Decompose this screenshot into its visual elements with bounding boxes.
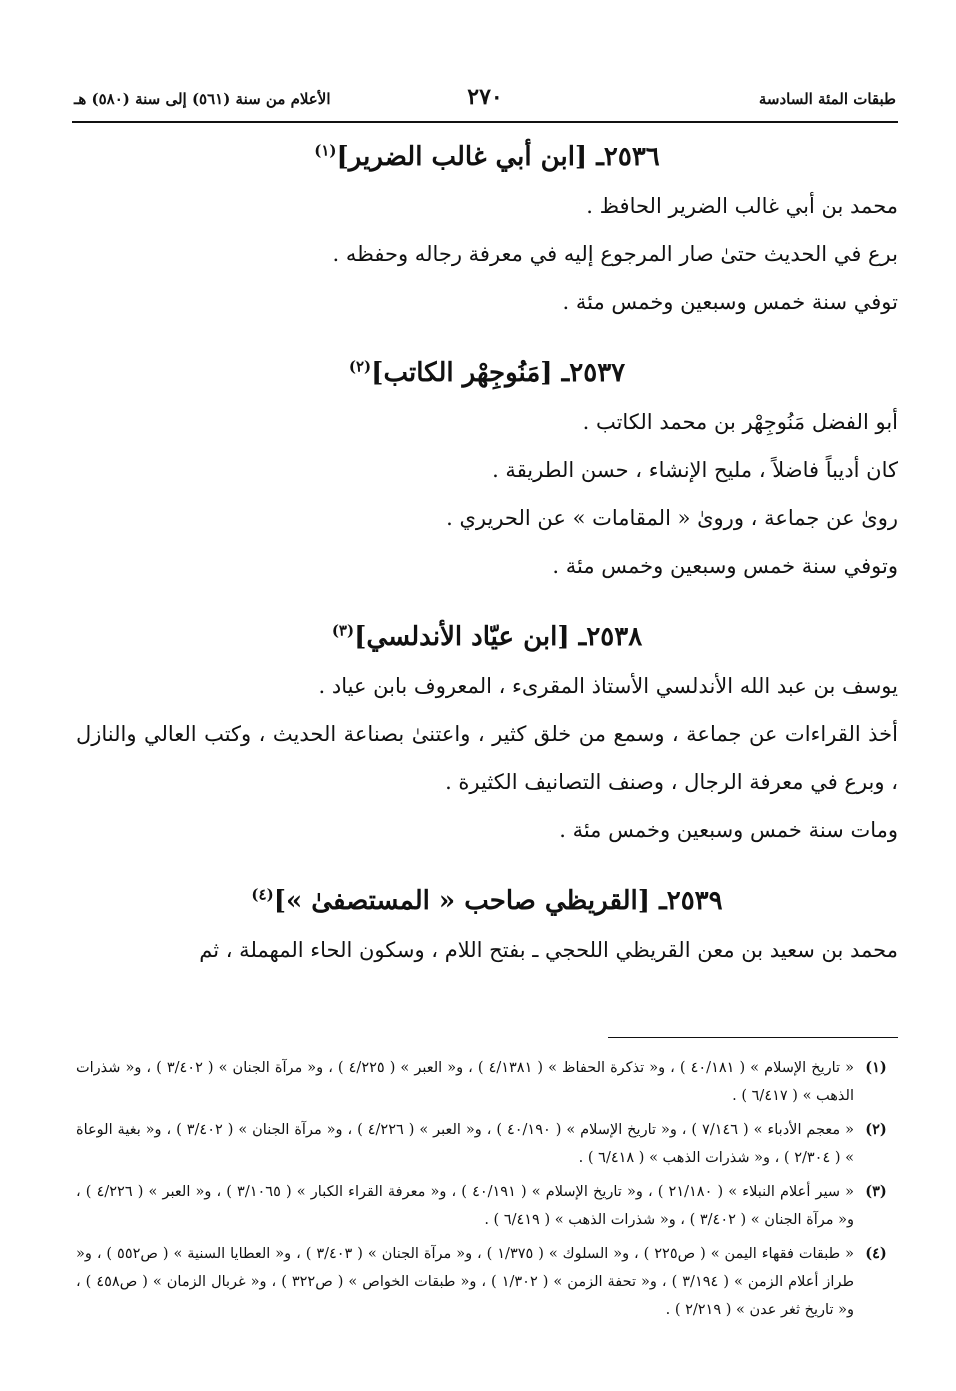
entry-title-text: ٢٥٣٩ـ [القريظي صاحب « المستصفىٰ »] (273, 886, 723, 916)
entry-title-text: ٢٥٣٧ـ [مَنُوجِهْر الكاتب] (371, 358, 626, 388)
footnote-item (76, 1178, 898, 1234)
entry-title (76, 876, 898, 926)
entry-title-text: ٢٥٣٦ـ [ابن أبي غالب الضرير] (336, 142, 660, 172)
footnote-number: (٤) (865, 1245, 887, 1262)
entry-paragraph: محمد بن سعيد بن معن القريظي اللحجي ـ بفتح اللام ، وسكون الحاء المهملة ، ثم (199, 938, 898, 962)
entry-paragraph: روىٰ عن جماعة ، وروىٰ « المقامات » عن الحريري . (446, 506, 898, 530)
entry-title (76, 612, 898, 662)
entry-paragraph: كان أديباً فاضلاً ، مليح الإنشاء ، حسن الطريقة . (492, 458, 898, 482)
header-period-title: الأعلام من سنة (٥٦١) إلى سنة (٥٨٠) هـ (74, 90, 331, 108)
footnote-item (76, 1116, 898, 1172)
footnote-item (76, 1240, 898, 1324)
running-header (72, 84, 898, 114)
footnote-ref[interactable]: (٤) (251, 885, 274, 904)
entry-2537 (76, 348, 898, 590)
footnote-ref[interactable]: (١) (314, 141, 337, 160)
footnotes (76, 1054, 898, 1330)
footnote-text: « سير أعلام النبلاء » ( ٢١/١٨٠ ) ، و« تاريخ الإسلام » ( ٤٠/١٩١ ) ، و« معرفة القراء الكبار » ( ٣/١٠٦٥ ) ، و« العبر » ( ٤/٢٢٦ ) ، و« مرآة الجنان » ( ٣/٤٠٢ ) ، و« شذرات الذهب » ( ٦/٤١٩ ) . (76, 1184, 854, 1228)
footnote-text: « معجم الأدباء » ( ٧/١٤٦ ) ، و« تاريخ الإسلام » ( ٤٠/١٩٠ ) ، و« العبر » ( ٤/٢٢٦ ) ، و« مرآة الجنان » ( ٣/٤٠٢ ) ، و« بغية الوعاة » ( ٢/٣٠٤ ) ، و« شذرات الذهب » ( ٦/٤١٨ ) . (76, 1122, 855, 1166)
footnote-text: « تاريخ الإسلام » ( ٤٠/١٨١ ) ، و« تذكرة الحفاظ » ( ٤/١٣٨١ ) ، و« العبر » ( ٤/٢٢٥ ) ، و« مرآة الجنان » ( ٣/٤٠٢ ) ، و« شذرات الذهب » ( ٦/٤١٧ ) . (76, 1060, 854, 1104)
footnote-number: (٣) (865, 1183, 887, 1200)
entry-2538 (76, 612, 898, 854)
footnote-ref[interactable]: (٣) (331, 621, 355, 640)
entry-paragraph: أخذ القراءات عن جماعة ، وسمع من خلق كثير ، واعتنىٰ بصناعة الحديث ، وكتب العالي والنازل ، وبرع في معرفة الرجال ، وصنف التصانيف الكثيرة . (76, 722, 898, 794)
entry-title (76, 132, 898, 182)
entry-paragraph: أبو الفضل مَنُوجِهْر بن محمد الكاتب . (582, 410, 898, 434)
footnote-text: « طبقات فقهاء اليمن » ( ص٢٢٥ ) ، و« السلوك » ( ١/٣٧٥ ) ، و« مرآة الجنان » ( ٣/٤٠٣ ) ، و« العطايا السنية » ( ص٥٥٢ ) ، و« طراز أعلام الزمن » ( ٣/١٩٤ ) ، و« تحفة الزمن » ( ١/٣٠٢ ) ، و« طبقات الخواص » ( ص٣٢٢ ) ، و« غربال الزمان » ( ص٤٥٨ ) ، و« تاريخ ثغر عدن » ( ٢/٢١٩ ) . (76, 1246, 854, 1318)
header-section-title: طبقات المئة السادسة (758, 90, 896, 108)
header-divider (72, 121, 898, 123)
entry-2539 (76, 876, 898, 974)
entry-title-text: ٢٥٣٨ـ [ابن عيّاد الأندلسي] (354, 622, 643, 652)
entry-2536 (76, 132, 898, 326)
main-text (76, 132, 898, 974)
footnote-ref[interactable]: (٢) (348, 357, 372, 376)
footnote-number: (٢) (865, 1121, 887, 1138)
entry-paragraph: ومات سنة خمس وسبعين وخمس مئة . (559, 818, 898, 842)
footnote-divider (608, 1037, 898, 1038)
footnote-item (76, 1054, 898, 1110)
entry-paragraph: توفي سنة خمس وسبعين وخمس مئة . (562, 290, 898, 314)
entry-paragraph: يوسف بن عبد الله الأندلسي الأستاذ المقرىء ، المعروف بابن عياد . (318, 674, 898, 698)
entry-paragraph: برع في الحديث حتىٰ صار المرجوع إليه في معرفة رجاله وحفظه . (332, 242, 898, 266)
footnote-number: (١) (865, 1059, 887, 1076)
page-number: ٢٧٠ (467, 84, 503, 110)
entry-paragraph: محمد بن أبي غالب الضرير الحافظ . (586, 194, 898, 218)
entry-title (76, 348, 898, 398)
entry-paragraph: وتوفي سنة خمس وسبعين وخمس مئة . (552, 554, 898, 578)
